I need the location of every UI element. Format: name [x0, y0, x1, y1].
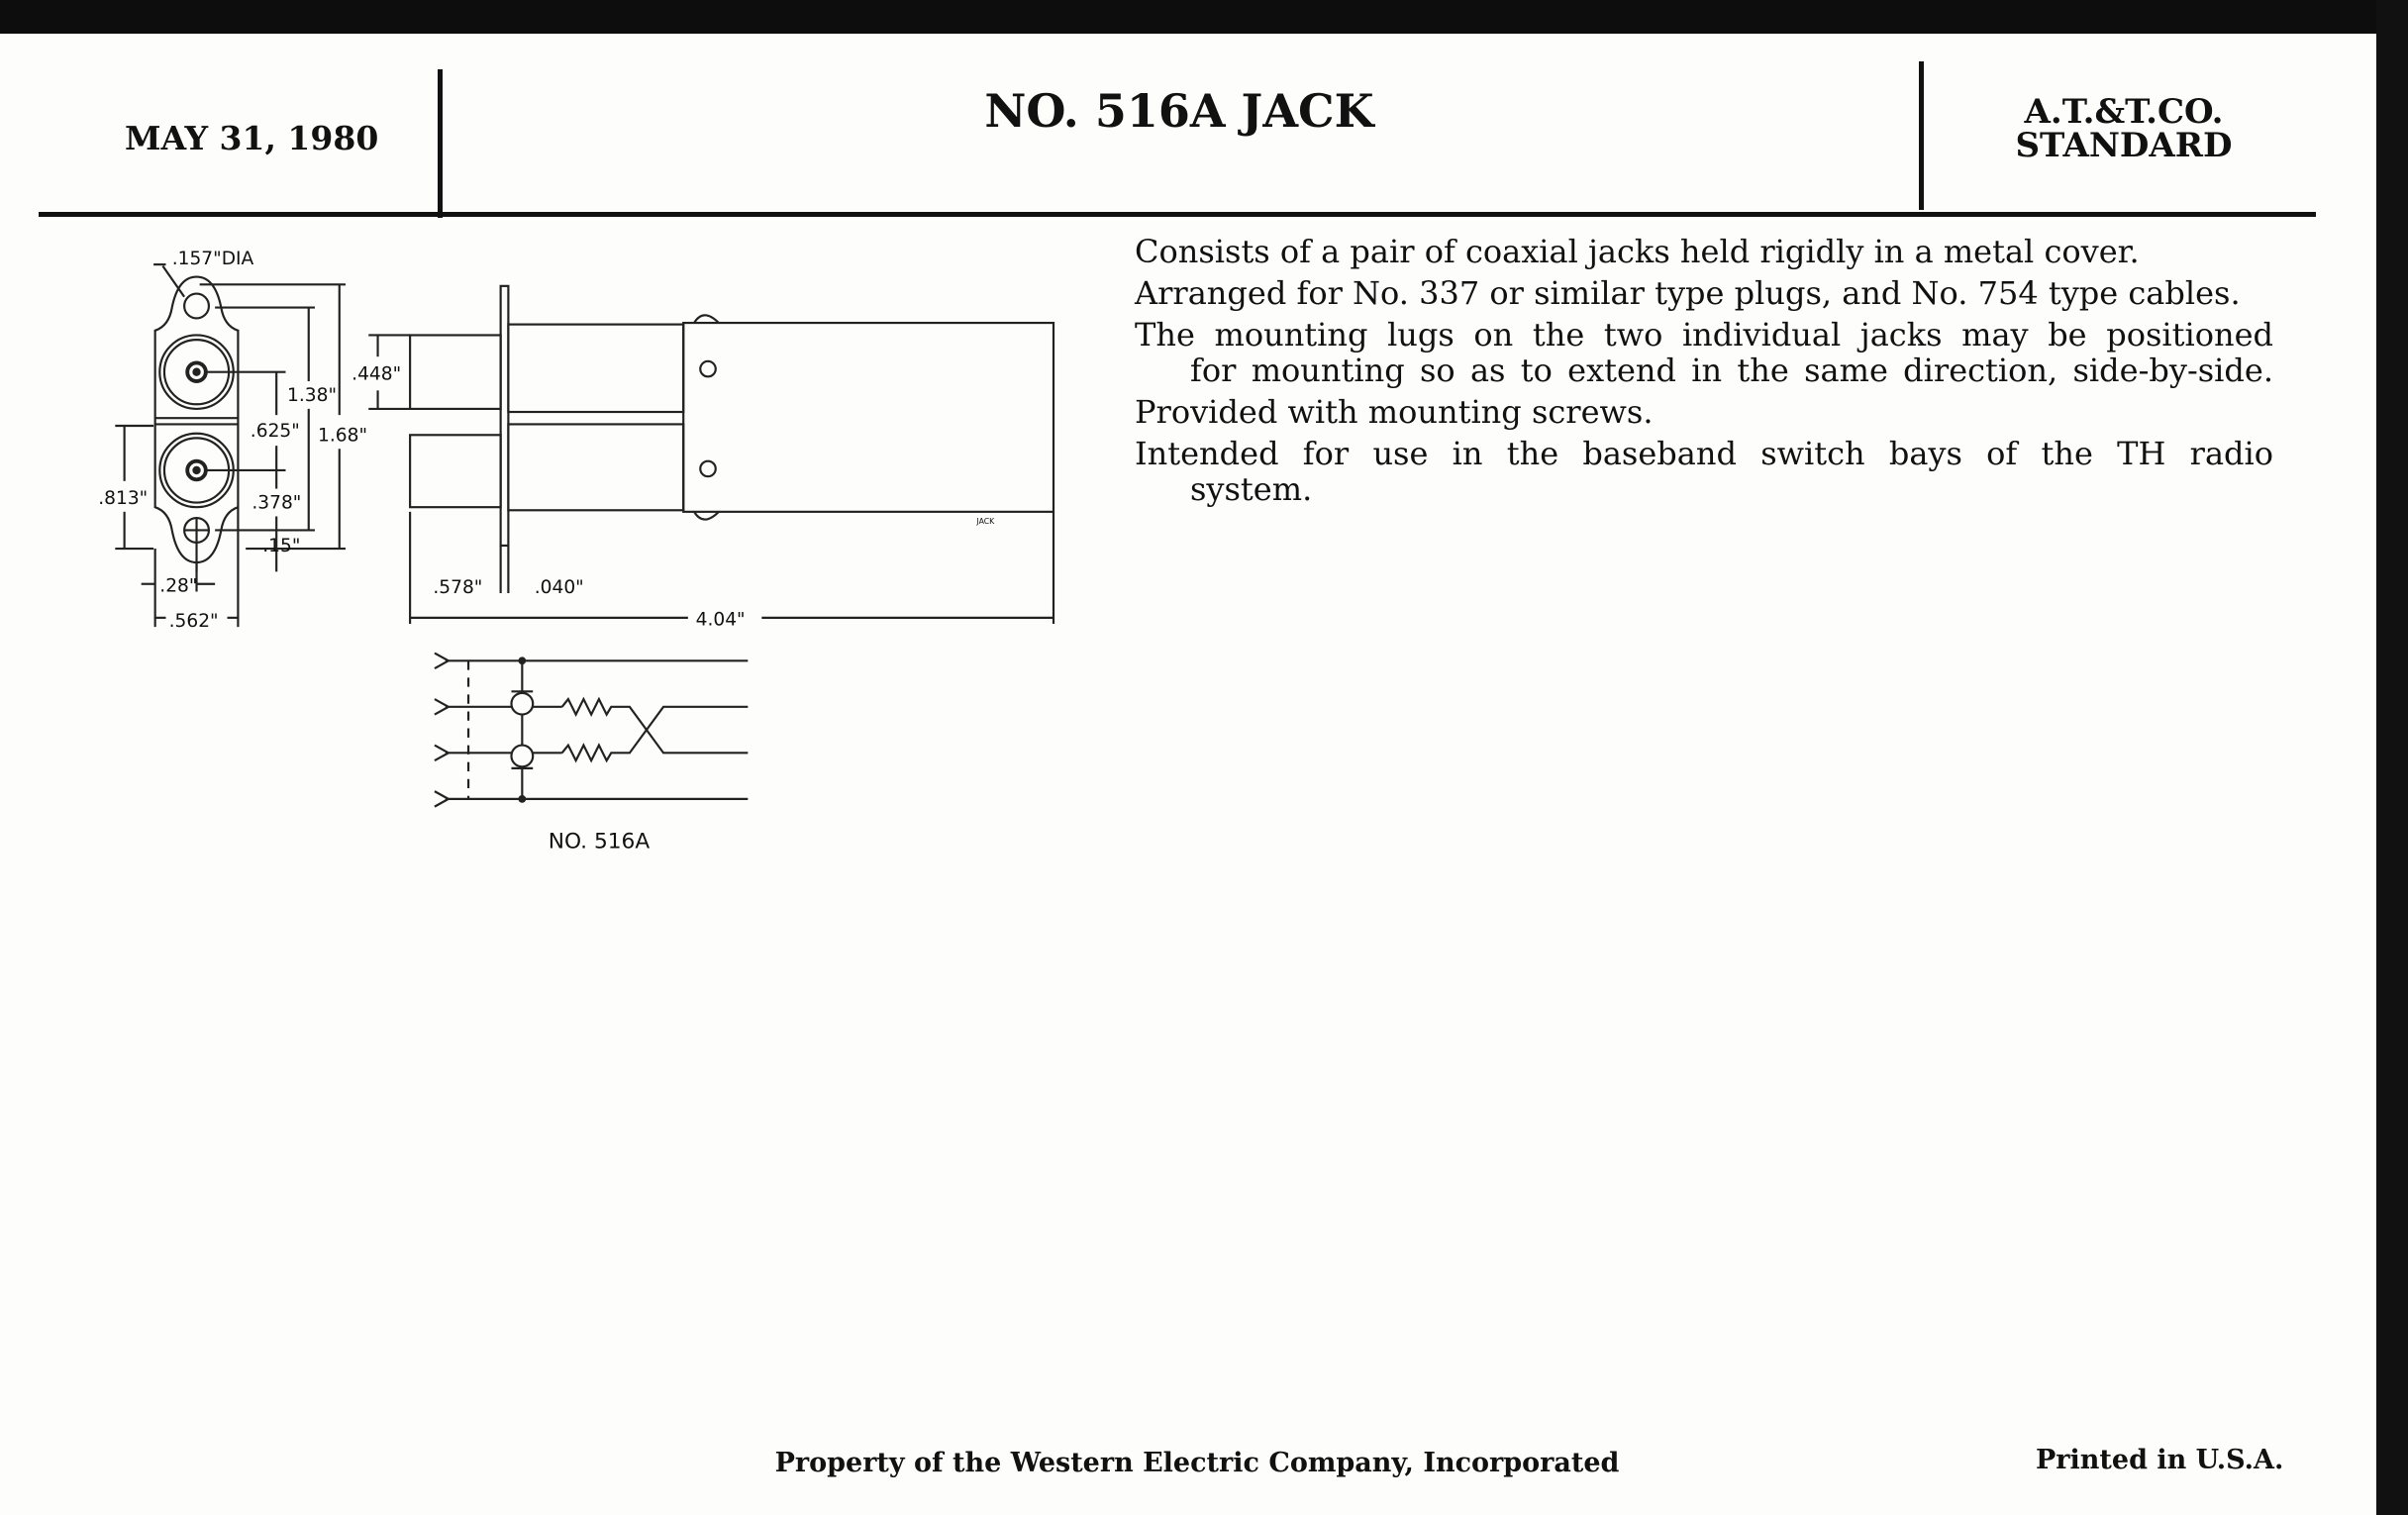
- dim-label: .28": [159, 575, 198, 597]
- footer-property: Property of the Western Electric Company, Incorporated: [774, 1448, 1620, 1478]
- dim-label: .040": [534, 577, 584, 599]
- footer-printed: Printed in U.S.A.: [2036, 1445, 2284, 1475]
- dim-label: .15": [262, 536, 301, 557]
- dim-label: 1.68": [318, 425, 368, 447]
- page-title: NO. 516A JACK: [984, 84, 1374, 138]
- description-text: Intended for use in the baseband switch bays of the TH radio: [1135, 435, 2273, 472]
- description-text: for mounting so as to extend in the same direction, side-by-side.: [1190, 352, 2273, 389]
- dim-label: 4.04": [695, 609, 746, 631]
- dim-label: .562": [168, 611, 219, 633]
- dim-label: .813": [98, 488, 149, 510]
- description-text: Consists of a pair of coaxial jacks held rigidly in a metal cover.: [1135, 233, 2140, 270]
- dim-label: .625": [250, 420, 300, 442]
- schematic-diagram: [435, 654, 748, 807]
- org-line-1: A.T.&T.CO.: [2024, 92, 2224, 132]
- schematic-label: NO. 516A: [548, 829, 651, 855]
- mounting-flange: [501, 286, 509, 546]
- issue-date: MAY 31, 1980: [125, 119, 379, 157]
- description-text: Arranged for No. 337 or similar type plugs, and No. 754 type cables.: [1135, 274, 2241, 312]
- description-text: system.: [1190, 470, 1313, 508]
- dim-label: .578": [433, 577, 483, 599]
- org-line-2: STANDARD: [2015, 126, 2233, 165]
- mounting-hole-icon: [184, 294, 209, 319]
- dim-label: 1.38": [287, 385, 338, 407]
- description-text: The mounting lugs on the two individual jacks may be positioned: [1135, 316, 2273, 354]
- screw-hole-icon: [700, 361, 716, 377]
- description-text: Provided with mounting screws.: [1135, 393, 1654, 431]
- dim-label: .378": [251, 492, 302, 514]
- metal-cover: [683, 323, 1054, 512]
- jack-mark: JACK: [976, 517, 995, 527]
- dim-label: .157"DIA: [171, 249, 254, 270]
- dim-label: .448": [351, 363, 402, 385]
- screw-hole-icon: [700, 461, 716, 477]
